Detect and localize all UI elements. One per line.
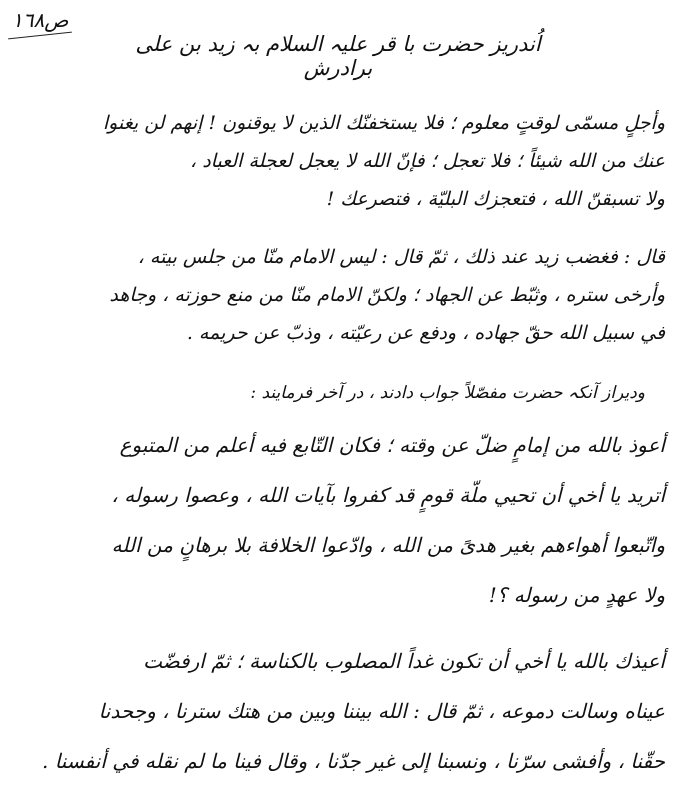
text-line: قال : فغضب زيد عند ذلك ، ثمّ قال : ليس الامام منّا من جلس بيته ، xyxy=(137,246,665,268)
text-line: وأجلٍ مسمّى لوقتٍ معلوم ؛ فلا يستخفنّك الذين لا يوقنون ! إنهم لن يغنوا xyxy=(102,112,665,134)
text-line: أتريد يا أخي أن تحيي ملّة قومٍ قد كفروا بآيات الله ، وعصوا رسوله ، xyxy=(111,483,665,507)
text-line: واتّبعوا أهواءهم بغير هدىً من الله ، وادّعوا الخلافة بلا برهانٍ من الله xyxy=(111,533,665,557)
text-line: حقّنا ، وأفشى سرّنا ، ونسبنا إلى غير جدّنا ، وقال فينا ما لم نقله في أنفسنا . xyxy=(42,749,665,773)
page-number: ص١٦٨ xyxy=(12,8,69,32)
page-number-underline xyxy=(8,32,72,40)
section-heading: اُندريز حضرت با قر علیہ السلام بہ زید بن علی برادرش xyxy=(135,32,541,80)
paragraph-4 xyxy=(15,636,665,786)
text-line: ولا تسبقنّ الله ، فتعجزك البليّة ، فتصرعك ! xyxy=(326,188,665,210)
paragraph-2 xyxy=(15,238,665,352)
paragraph-1 xyxy=(15,104,665,218)
text-line: في سبيل الله حقّ جهاده ، ودفع عن رعيّته ، وذبّ عن حريمه . xyxy=(186,322,665,344)
text-line: أعوذ بالله من إمامٍ ضلّ عن وقته ؛ فكان التّابع فيه أعلم من المتبوع xyxy=(119,433,665,457)
text-line: أعيذك بالله يا أخي أن تكون غداً المصلوب بالكناسة ؛ ثمّ ارفضّت xyxy=(143,649,665,673)
text-line: ولا عهدٍ من رسوله ؟! xyxy=(488,583,665,607)
paragraph-3 xyxy=(15,420,665,620)
text-line: عنك من الله شيئاً ؛ فلا تعجل ؛ فإنّ الله لا يعجل لعجلة العباد ، xyxy=(190,150,665,172)
text-line: وأرخى ستره ، وثبّط عن الجهاد ؛ ولكنّ الامام منّا من منع حوزته ، وجاهد xyxy=(109,284,665,306)
text-line: عيناه وسالت دموعه ، ثمّ قال : الله بيننا وبين من هتك سترنا ، وجحدنا xyxy=(98,699,665,723)
persian-note: ودیراز آنکہ حضرت مفصّلاً جواب دادند ، در آخر فرمایند : xyxy=(250,383,645,403)
